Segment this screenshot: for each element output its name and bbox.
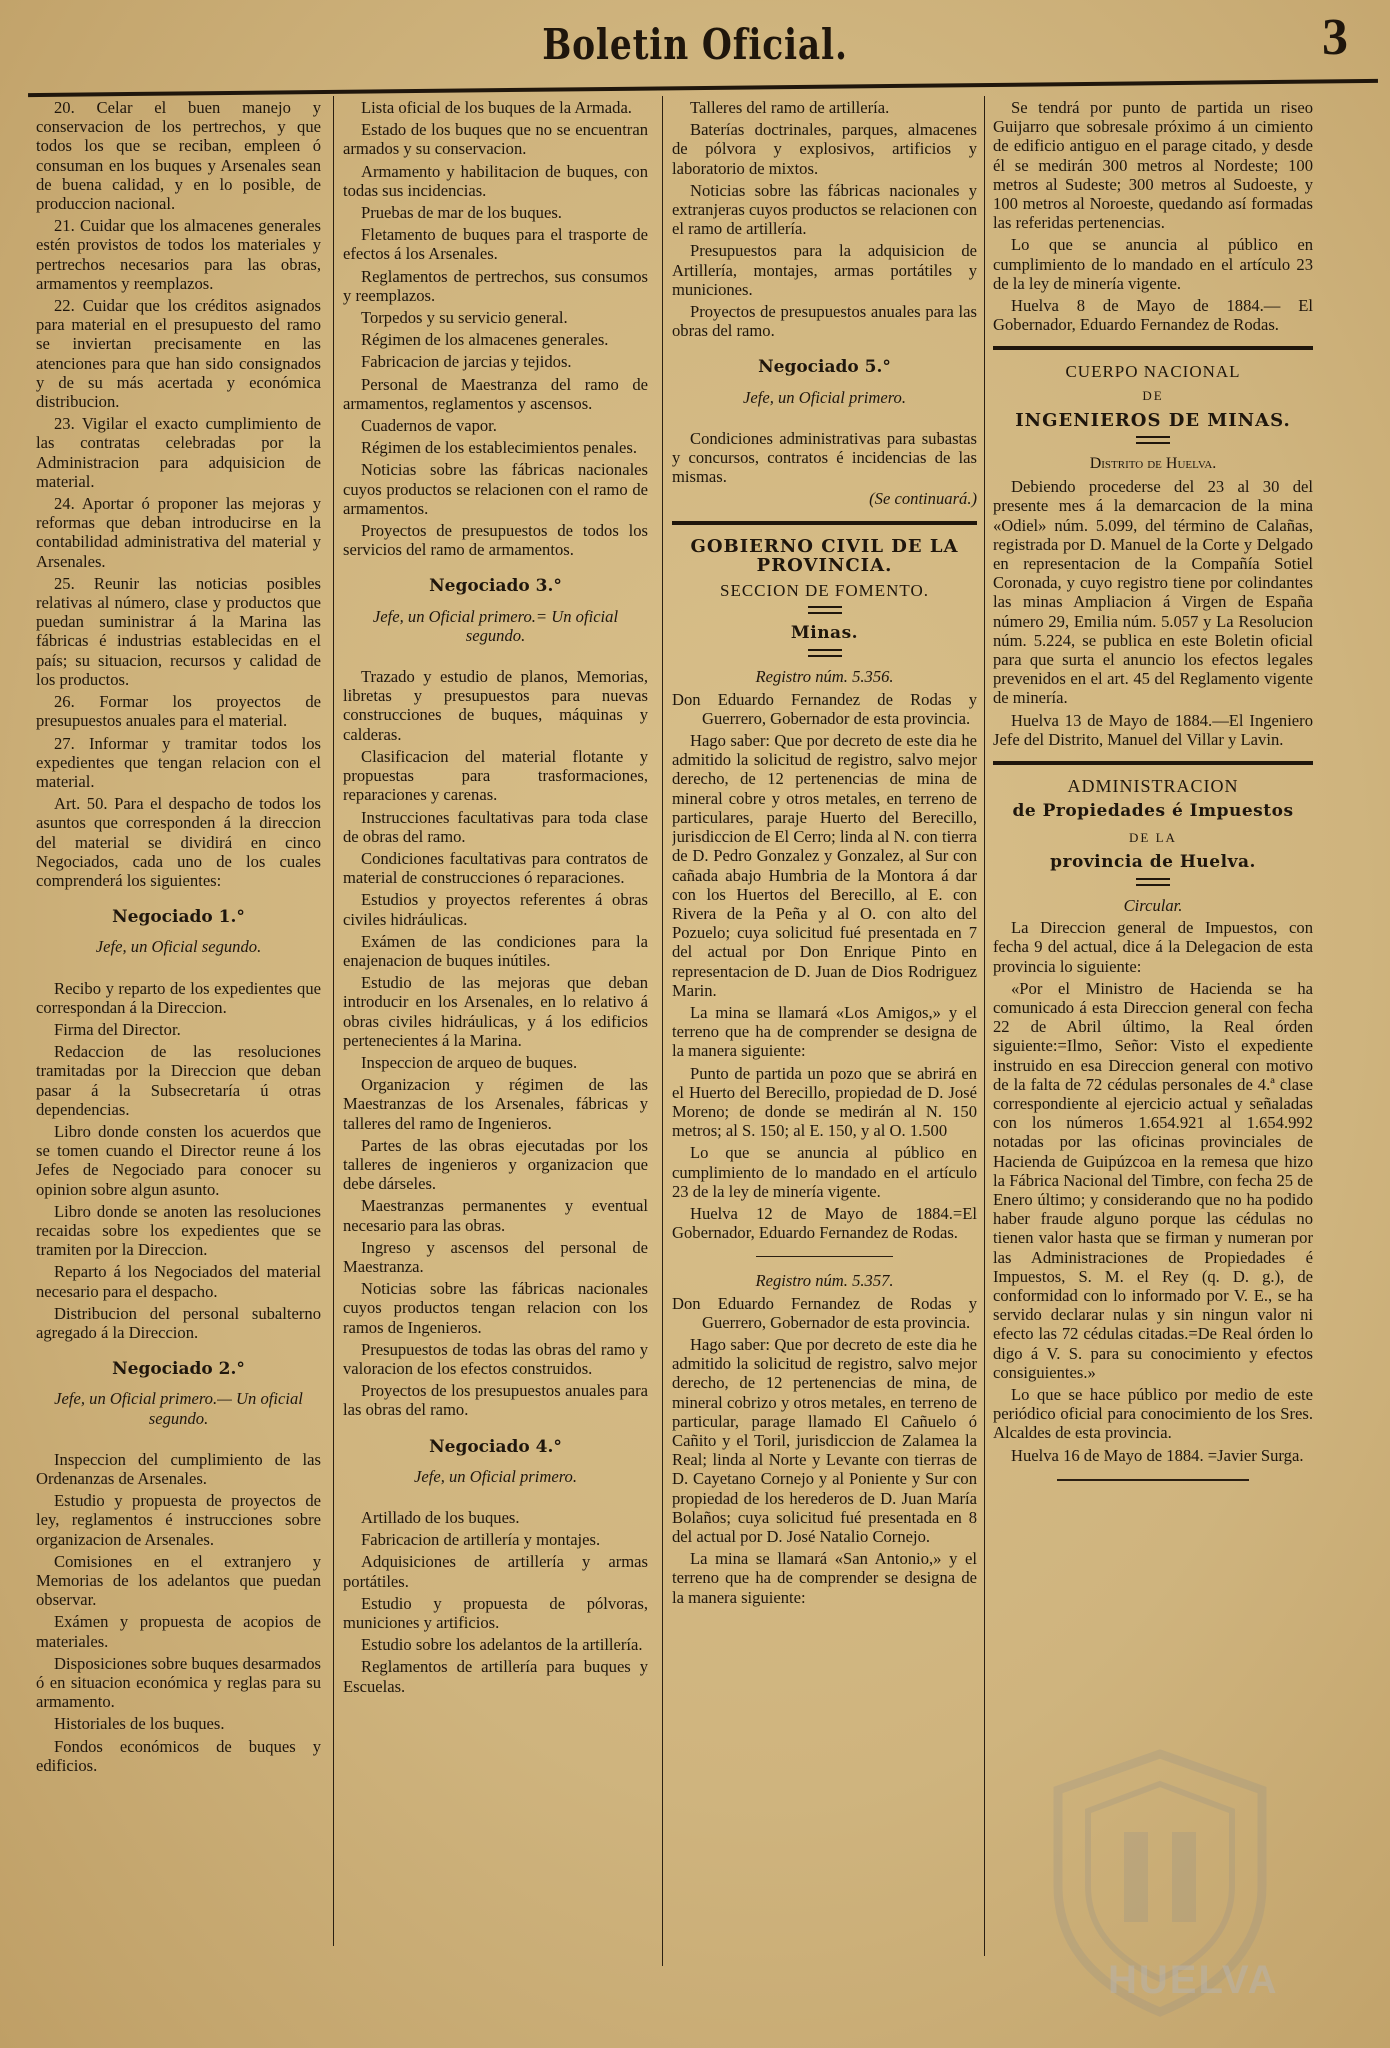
paragraph: Personal de Maestranza del ramo de armamentos, reglamentos y ascensos.: [343, 374, 648, 413]
negociado-4-jefe: Jefe, un Oficial primero.: [414, 1466, 577, 1486]
paragraph: Régimen de los almacenes generales.: [361, 330, 609, 350]
negociado-2-items: [36, 1450, 321, 1775]
paragraph: Armamento y habilitacion de buques, con todas sus incidencias.: [343, 161, 648, 200]
paragraph: Huelva 16 de Mayo de 1884. =Javier Surga.: [1011, 1445, 1304, 1465]
paragraph: Instrucciones facultativas para toda clase de obras del ramo.: [343, 807, 648, 846]
admin-line2: de Propiedades é Impuestos: [1012, 801, 1294, 822]
paragraph: Pruebas de mar de los buques.: [361, 203, 562, 223]
paragraph: Distribucion del personal subalterno agregado á la Direccion.: [36, 1303, 321, 1342]
column-rule-2: [662, 96, 663, 1966]
paragraph: 25. Reunir las noticias posibles relativas al número, clase y productos que puedan suministrar á la Marina las fábricas é industrias establecidas en el país; su situacion, recursos y calidad de los productos.: [36, 573, 321, 689]
paragraph: Ingreso y ascensos del personal de Maestranza.: [343, 1237, 648, 1276]
paragraph: Lo que se anuncia al público en cumplimiento de lo mandado en el artículo 23 de la ley de minería vigente.: [672, 1143, 977, 1201]
negociado-2-title: Negociado 2.°: [112, 1359, 245, 1380]
negociado-3-items: [343, 667, 648, 1420]
negociado-2-jefe: Jefe, un Oficial primero.— Un oficial segundo.: [54, 1389, 303, 1428]
paragraph: Fabricacion de artillería y montajes.: [361, 1530, 601, 1550]
page-number: 3: [1322, 9, 1348, 66]
paragraph: Condiciones administrativas para subastas y concursos, contratos é incidencias de las mismas.: [672, 428, 977, 487]
paragraph: Huelva 12 de Mayo de 1884.=El Gobernador, Eduardo Fernandez de Rodas.: [672, 1203, 977, 1243]
ornament-rule-2: [808, 649, 842, 657]
cuerpo-line3: INGENIEROS DE MINAS.: [1015, 409, 1291, 431]
paragraph: Noticias sobre las fábricas nacionales cuyos productos se relacionen con el ramo de armamentos.: [343, 460, 648, 518]
paragraph: Clasificacion del material flotante y propuestas para trasformaciones, reparaciones y carenas.: [343, 746, 648, 805]
paragraph: Trazado y estudio de planos, Memorias, libretas y presupuestos para nuevas construcciones de buques, máquinas y calderas.: [343, 667, 648, 744]
paragraph: Debiendo procederse del 23 al 30 del presente mes á la demarcacion de la mina «Odiel» núm. 5.099, del término de Calañas, registrada por D. Manuel de la Corte y Delgado en representacion de la Compañía Sotiel Coronada, y cuyo registro tiene por colindantes las minas Ampliacion á Virgen de España número 29, Emilia núm. 5.057 y La Resolucion núm. 5.224, se publica en este Boletin oficial para que surta el anuncio los efectos legales prevenidos en el art. 45 del Reglamento vigente de minería.: [993, 477, 1313, 708]
paragraph: Lo que se hace público por medio de este periódico oficial para conocimiento de los Sres. Alcaldes de esta provincia.: [993, 1384, 1313, 1443]
paragraph: 22. Cuidar que los créditos asignados para material en el presupuesto del ramo se inviertan precisamente en las atenciones para que han sido consignados y de su más acertada y económica distribucion.: [36, 296, 321, 412]
paragraph: Fletamento de buques para el trasporte de efectos á los Arsenales.: [343, 225, 648, 264]
paragraph: Estudio y propuesta de proyectos de ley, reglamentos é instrucciones sobre organizacion de Arsenales.: [36, 1491, 321, 1549]
registro-2-title: Registro núm. 5.357.: [755, 1271, 894, 1291]
cuerpo-body: [993, 477, 1313, 749]
paragraph: 27. Informar y tramitar todos los expedientes que tengan relacion con el material.: [36, 733, 321, 791]
paragraph: Libro donde se anoten las resoluciones recaidas sobre los expedientes que se tramiten por la Direccion.: [36, 1201, 321, 1260]
negociado-3-title: Negociado 3.°: [429, 576, 562, 597]
paragraph: Organizacion y régimen de las Maestranzas de los Arsenales, fábricas y talleres del ramo de Ingenieros.: [343, 1075, 648, 1133]
negociado-1-items: [36, 979, 321, 1343]
paragraph: Artillado de los buques.: [361, 1508, 520, 1527]
paragraph: La Direccion general de Impuestos, con fecha 9 del actual, dice á la Delegacion de esta provincia lo siguiente:: [993, 918, 1313, 976]
paragraph: «Por el Ministro de Hacienda se ha comunicado á esta Direccion general con fecha 22 de Abril último, la Real órden siguiente:=Ilmo, Señor: Visto el expediente instruido en esa Direccion general con motivo de la falta de 72 cédulas personales de 4.ª clase correspondiente al ejercicio actual y señaladas con los números 1.654.921 al 1.654.992 notadas por las oficinas provinciales de Hacienda de Guipúzcoa en la remesa que hizo la Fábrica Nacional del Timbre, con fecha 25 de Enero último; y considerando que no ha podido haber fraude alguno porque las cédulas no tienen valor hasta que se firman y numeran por las Administraciones de Propiedades é Impuestos, S. M. el Rey (q. D. g.), de conformidad con lo informado por V. E., se ha servido declarar nulas y sin ningun valor ni efecto las 72 cédulas citadas.=De Real órden lo digo á V. S. para su conocimiento y efectos consiguientes.»: [993, 978, 1313, 1382]
registro-2-body: [672, 1335, 977, 1607]
admin-line4: provincia de Huelva.: [1050, 851, 1256, 872]
paragraph: Huelva 13 de Mayo de 1884.—El Ingeniero Jefe del Distrito, Manuel del Villar y Lavin.: [993, 710, 1313, 749]
paragraph: Punto de partida un pozo que se abrirá en el Huerto del Berecillo, propiedad de D. José Moreno; de donde se medirán al N. 150 metros; al S. 150; al E. 150, y al O. 1.500: [672, 1063, 977, 1141]
paragraph: 21. Cuidar que los almacenes generales estén provistos de todos los materiales y pertrechos necesarios para las obras, armamentos y reemplazos.: [36, 216, 321, 293]
column-1: [36, 98, 321, 2018]
paragraph: 20. Celar el buen manejo y conservacion de los pertrechos, y que todos los que se reciban, empleen ó consuman en los buques y Arsenales sean de buena calidad, y en lo posible, de produccion nacional.: [36, 98, 321, 214]
paragraph: Estudio sobre los adelantos de la artillería.: [361, 1635, 643, 1655]
paragraph: Baterías doctrinales, parques, almacenes de pólvora y explosivos, artificios y laboratorio de mixtos.: [672, 120, 977, 178]
negociado-3-jefe: Jefe, un Oficial primero.= Un oficial segundo.: [372, 606, 619, 645]
col1-items: [36, 98, 321, 890]
ornament-rule: [808, 606, 842, 614]
negociado-5-title: Negociado 5.°: [758, 357, 891, 378]
admin-line1: ADMINISTRACION: [1067, 776, 1239, 797]
paragraph: Reglamentos de artillería para buques y Escuelas.: [343, 1657, 648, 1696]
paragraph: Hago saber: Que por decreto de este dia he admitido la solicitud de registro, salvo mejor derecho, de 12 pertenencias de mina, de mineral cobrizo y otros metales, en terreno de particular, parage llamado El Cañuelo ó Cañito y el Toril, jurisdiccion de Zalamea la Real; linda al Norte y Levante con tierras de D. Cayetano Cornejo y al Poniente y Sur con propiedad de los herederos de D. Juan María Bolaños; cuya solicitud fué presentada en 8 del actual por D. José Natalio Cornejo.: [672, 1334, 977, 1546]
paragraph: Estudio y propuesta de pólvoras, municiones y artificios.: [343, 1593, 648, 1633]
paragraph: Talleres del ramo de artillería.: [690, 98, 890, 117]
paragraph: Cuadernos de vapor.: [361, 416, 497, 436]
paragraph: Historiales de los buques.: [54, 1714, 225, 1734]
negociado-1-title: Negociado 1.°: [112, 907, 245, 928]
ornament-rule-5: [1136, 878, 1170, 886]
paragraph: Comisiones en el extranjero y Memorias de los adelantos que puedan observar.: [36, 1551, 321, 1610]
continued-note: (Se continuará.): [869, 489, 977, 509]
paragraph: 24. Aportar ó proponer las mejoras y reformas que deban introducirse en la contabilidad administrativa del material y Arsenales.: [36, 494, 321, 571]
cuerpo-district: Distrito de Huelva.: [1089, 455, 1217, 473]
paragraph: Hago saber: Que por decreto de este dia he admitido la solicitud de registro, salvo mejor derecho, de 12 pertenencias de mina de mineral cobre y otros metales, en terreno de particulares, paraje Huerto del Berecillo, jurisdiccion de El Cerro; linda al N. con tierra de D. Pedro Gonzalez y Gonzalez, al Sur con cañada abajo Humbria de la Montora á dar con los Huertos del Berecillo, al E. con Rivera de la Peña y al O. con alto del Pozuelo; cuya solicitud fué presentada en 7 del actual por Don Enrique Pinto en representacion de D. Juan de Dios Rodriguez Marin.: [672, 731, 977, 1000]
paragraph: Lista oficial de los buques de la Armada.: [361, 98, 632, 117]
paragraph: Fabricacion de jarcias y tejidos.: [361, 352, 572, 372]
admin-line3: DE LA: [1129, 829, 1177, 845]
negociado-5-jefe: Jefe, un Oficial primero.: [743, 387, 906, 407]
paragraph: Estudio de las mejoras que deban introducir en los Arsenales, en lo relativo á obras civiles hidráulicas, y á los edificios pertenecientes á la Marina.: [343, 973, 648, 1050]
paragraph: Presupuestos de todas las obras del ramo y valoracion de los efectos construidos.: [343, 1339, 648, 1378]
ornament-rule-4: [1136, 436, 1170, 444]
paragraph: Maestranzas permanentes y eventual necesario para las obras.: [343, 1196, 648, 1235]
paragraph: 23. Vigilar el exacto cumplimiento de las contratas celebradas por la Administracion para adquisicion de material.: [36, 414, 321, 491]
closing-rule: [1057, 1479, 1249, 1481]
paragraph: Firma del Director.: [54, 1019, 181, 1039]
paragraph: Disposiciones sobre buques desarmados ó en situacion económica y reglas para su armamento.: [36, 1653, 321, 1712]
paragraph: Libro donde consten los acuerdos que se tomen cuando el Director reune á los Jefes de Negociado para conocer su opinion sobre algun asunto.: [36, 1121, 321, 1199]
masthead-title: Boletin Oficial.: [542, 20, 848, 69]
paragraph: Estudios y proyectos referentes á obras civiles hidráulicas.: [343, 890, 648, 929]
paragraph: Noticias sobre las fábricas nacionales cuyos productos tengan relacion con los ramos de Ingenieros.: [343, 1279, 648, 1337]
separator-rule: [756, 1256, 893, 1257]
column-2: [343, 98, 648, 2018]
paragraph: Exámen y propuesta de acopios de materiales.: [36, 1612, 321, 1651]
paragraph: Estado de los buques que no se encuentran armados y su conservacion.: [343, 120, 648, 159]
registro-1-body: [672, 731, 977, 1242]
paragraph: Reglamentos de pertrechos, sus consumos y reemplazos.: [343, 266, 648, 305]
section-rule: [672, 521, 977, 525]
paragraph: 26. Formar los proyectos de presupuestos anuales para el material.: [36, 692, 321, 731]
section-rule-4b: [993, 761, 1313, 765]
circular-label: Circular.: [1123, 895, 1183, 915]
paragraph: Huelva 8 de Mayo de 1884.— El Gobernador, Eduardo Fernandez de Rodas.: [993, 296, 1313, 335]
paragraph: La mina se llamará «San Antonio,» y el terreno que ha de comprender se designa de la manera siguiente:: [672, 1549, 977, 1607]
paragraph: Adquisiciones de artillería y armas portátiles.: [343, 1552, 648, 1591]
registro-1-title: Registro núm. 5.356.: [755, 667, 894, 687]
col3-items: [672, 98, 977, 340]
column-rule-1: [333, 96, 334, 1946]
paragraph: Redaccion de las resoluciones tramitadas por la Direccion que deban pasar á la Subsecretaría ú otras dependencias.: [36, 1042, 321, 1119]
negociado-4-title: Negociado 4.°: [429, 1436, 562, 1457]
watermark-text: HUELVA: [1108, 1958, 1279, 2002]
admin-body: [993, 918, 1313, 1465]
paragraph: Proyectos de presupuestos de todos los servicios del ramo de armamentos.: [343, 521, 648, 560]
registro-1-governor: Don Eduardo Fernandez de Rodas y Guerrero, Gobernador de esta provincia.: [672, 689, 977, 728]
negociado-5-items: [672, 429, 977, 487]
paragraph: La mina se llamará «Los Amigos,» y el terreno que ha de comprender se designa de la manera siguiente:: [672, 1002, 977, 1061]
paragraph: Torpedos y su servicio general.: [361, 308, 568, 328]
cuerpo-line1: CUERPO NACIONAL: [1065, 362, 1241, 382]
paragraph: Proyectos de presupuestos anuales para las obras del ramo.: [672, 302, 977, 341]
paragraph: Inspeccion del cumplimiento de las Ordenanzas de Arsenales.: [36, 1449, 321, 1488]
seccion-fomento: SECCION DE FOMENTO.: [719, 581, 929, 601]
registro-2-governor: Don Eduardo Fernandez de Rodas y Guerrero, Gobernador de esta provincia.: [672, 1293, 977, 1332]
minas-heading: Minas.: [790, 623, 859, 644]
paragraph: Condiciones facultativas para contratos de material de construcciones ó reparaciones.: [343, 848, 648, 888]
paragraph: Lo que se anuncia al público en cumplimiento de lo mandado en el artículo 23 de la ley de minería vigente.: [993, 235, 1313, 293]
paragraph: Presupuestos para la adquisicion de Artillería, montajes, armas portátiles y municiones.: [672, 241, 977, 299]
col2-items: [343, 98, 648, 559]
paragraph: Se tendrá por punto de partida un riseo Guijarro que sobresale próximo á un cimiento de edificio antiguo en el parage citado, y desde él se medirán 300 metros al Nordeste; 100 metros al Sudeste; 300 metros al Sudoeste, y 100 metros al Noroeste, quedando así formadas las referidas pertenencias.: [993, 98, 1313, 233]
paragraph: Reparto á los Negociados del material necesario para el despacho.: [36, 1262, 321, 1301]
cuerpo-line2: DE: [1142, 387, 1164, 403]
paragraph: Art. 50. Para el despacho de todos los asuntos que corresponden á la direccion del material se dividirá en cinco Negociados, cada uno de los cuales comprenderá los siguientes:: [36, 794, 321, 890]
paragraph: Noticias sobre las fábricas nacionales y extranjeras cuyos productos se relacionen con el ramo de artillería.: [672, 180, 977, 239]
negociado-4-items: [343, 1508, 648, 1696]
paragraph: Fondos económicos de buques y edificios.: [36, 1736, 321, 1775]
section-rule-4a: [993, 346, 1313, 350]
paragraph: Proyectos de los presupuestos anuales para las obras del ramo.: [343, 1381, 648, 1420]
negociado-1-jefe: Jefe, un Oficial segundo.: [95, 937, 262, 957]
paragraph: Exámen de las condiciones para la enajenacion de buques inútiles.: [343, 931, 648, 970]
paragraph: Régimen de los establecimientos penales.: [361, 438, 638, 458]
paragraph: Partes de las obras ejecutadas por los talleres de ingenieros y organizacion que debe dárseles.: [343, 1135, 648, 1194]
masthead: [0, 9, 1390, 84]
col4-paras: [993, 98, 1313, 334]
gobierno-title: GOBIERNO CIVIL DE LA PROVINCIA.: [690, 535, 959, 576]
column-3: [672, 98, 977, 2018]
column-rule-3: [984, 96, 985, 1956]
paragraph: Recibo y reparto de los expedientes que correspondan á la Direccion.: [36, 978, 321, 1017]
paragraph: Inspeccion de arqueo de buques.: [361, 1052, 578, 1072]
